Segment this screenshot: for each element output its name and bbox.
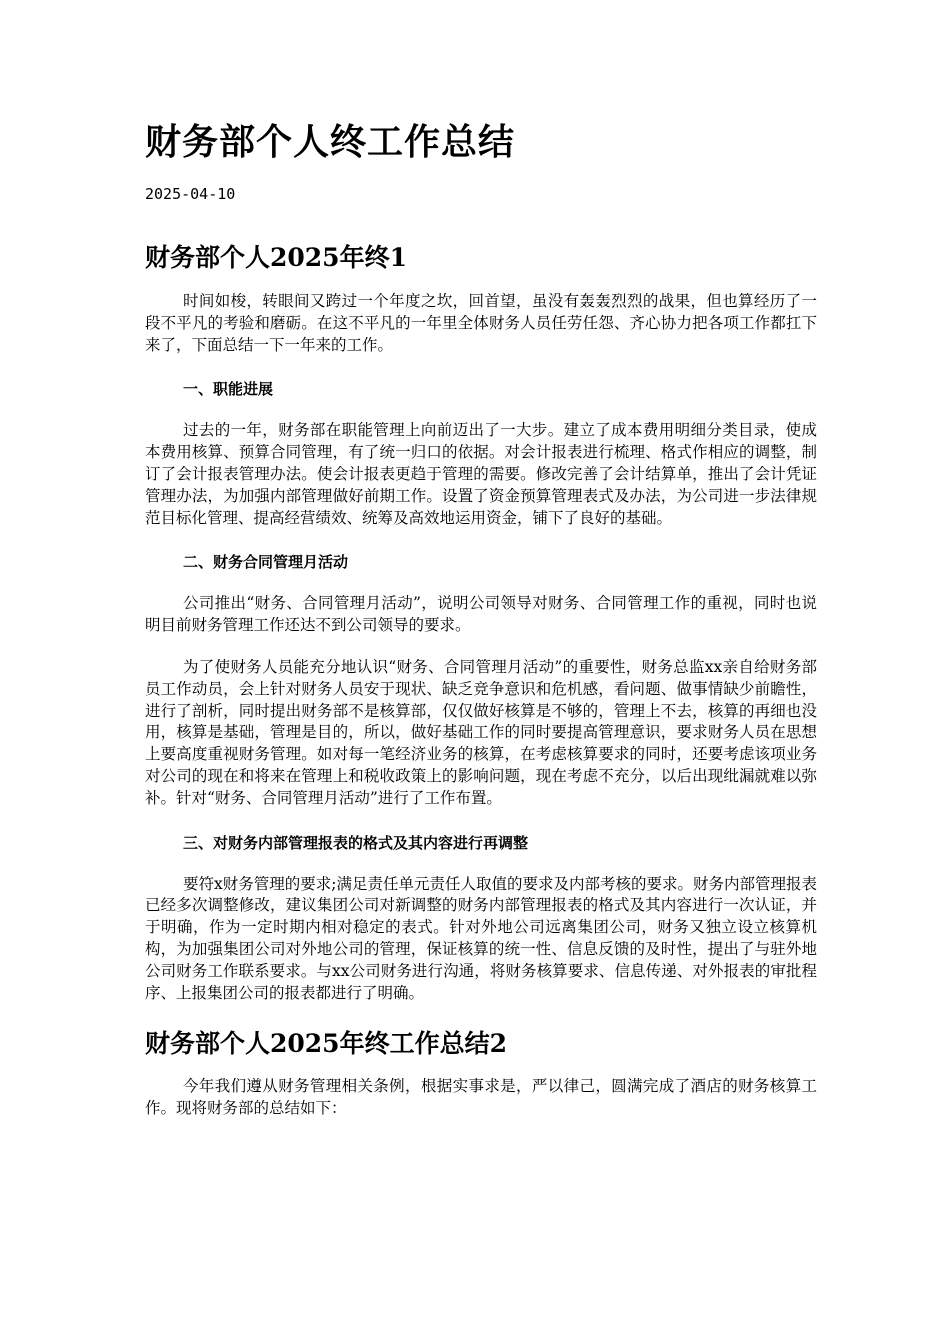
- sub2-heading: 二、财务合同管理月活动: [183, 553, 349, 572]
- document-title: 财务部个人终工作总结: [145, 121, 516, 163]
- section1-heading: 财务部个人2025年终1: [145, 243, 407, 272]
- document-page: [145, 112, 817, 1120]
- sub1-heading: 一、职能进展: [183, 380, 274, 399]
- sub2-body2: 为了使财务人员能充分地认识“财务、合同管理月活动”的重要性，财务总监xx亲自给财务部员工作动员，会上针对财务人员安于现状、缺乏竞争意识和危机感，看问题、做事情缺少前瞻性，进行了剖析，同时提出财务部不是核算部，仅仅做好核算是不够的，管理上不去，核算的再细也没用，核算是基础，管理是目的，所以，做好基础工作的同时要提高管理意识，要求财务人员在思想上要高度重视财务管理。如对每一笔经济业务的核算，在考虑核算要求的同时，还要考虑该项业务对公司的现在和将来在管理上和税收政策上的影响问题，现在考虑不充分，以后出现纰漏就难以弥补。针对“财务、合同管理月活动”进行了工作布置。: [145, 657, 817, 807]
- sub2-body1: 公司推出“财务、合同管理月活动”，说明公司领导对财务、合同管理工作的重视，同时也说明目前财务管理工作还达不到公司领导的要求。: [145, 594, 817, 635]
- section1-intro: 时间如梭，转眼间又跨过一个年度之坎，回首望，虽没有轰轰烈烈的战果，但也算经历了一段不平凡的考验和磨砺。在这不平凡的一年里全体财务人员任劳任怨、齐心协力把各项工作都扛下来了，下面总结一下一年来的工作。: [145, 292, 817, 354]
- publish-date: 2025-04-10: [145, 185, 236, 203]
- sub1-body: 过去的一年，财务部在职能管理上向前迈出了一大步。建立了成本费用明细分类目录，使成本费用核算、预算合同管理，有了统一归口的依据。对会计报表进行梳理、格式作相应的调整，制订了会计报表管理办法。使会计报表更趋于管理的需要。修改完善了会计结算单，推出了会计凭证管理办法，为加强内部管理做好前期工作。设置了资金预算管理表式及办法，为公司进一步法律规范目标化管理、提高经营绩效、统筹及高效地运用资金，铺下了良好的基础。: [145, 421, 817, 527]
- section2-intro: 今年我们遵从财务管理相关条例，根据实事求是，严以律己，圆满完成了酒店的财务核算工作。现将财务部的总结如下：: [145, 1077, 817, 1118]
- sub3-heading: 三、对财务内部管理报表的格式及其内容进行再调整: [183, 833, 529, 852]
- sub3-body: 要符x财务管理的要求;满足责任单元责任人取值的要求及内部考核的要求。财务内部管理报表已经多次调整修改，建议集团公司对新调整的财务内部管理报表的格式及其内容进行一次认证，并于明确，作为一定时期内相对稳定的表式。针对外地公司远离集团公司，财务又独立设立核算机构，为加强集团公司对外地公司的管理，保证核算的统一性、信息反馈的及时性，提出了与驻外地公司财务工作联系要求。与xx公司财务进行沟通，将财务核算要求、信息传递、对外报表的审批程序、上报集团公司的报表都进行了明确。: [145, 874, 817, 1002]
- section2-heading: 财务部个人2025年终工作总结2: [145, 1029, 507, 1059]
